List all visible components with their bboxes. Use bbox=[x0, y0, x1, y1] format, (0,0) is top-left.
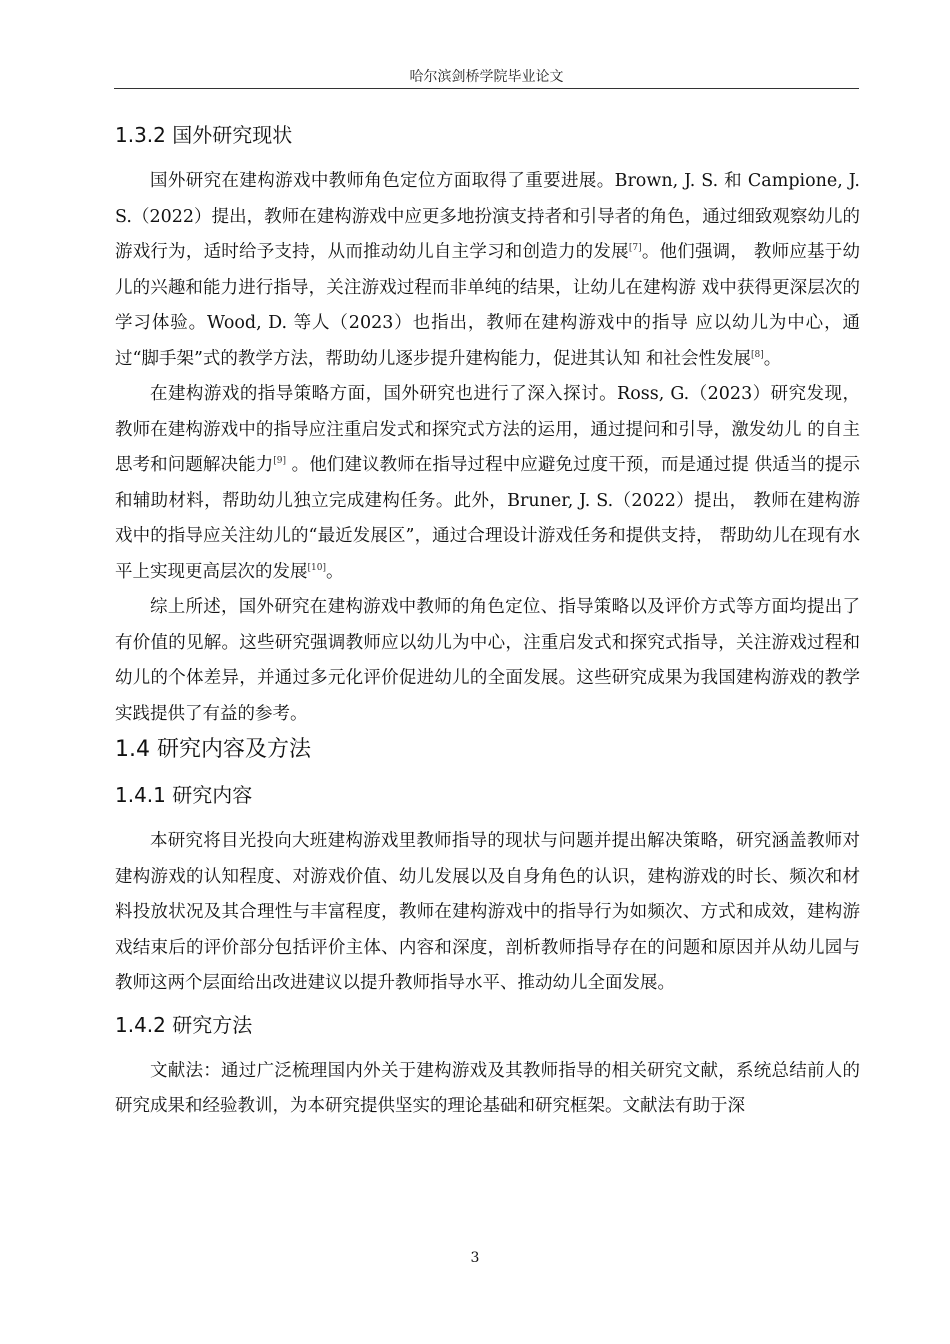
paragraph-text: 。他们建议教师在指导过程中应避免过度干预，而是通过提 供适当的提示和辅助材料，帮助幼儿独立完成建构任务。此外，Bruner, J. S.（2022）提出， 教师在建构游戏中的指导应关注幼儿的“最近发展区”，通过合理设计游戏任务和提供支持， 帮助幼儿在现有水平上实现更高层次的发展 bbox=[115, 455, 861, 582]
citation-ref: [8] bbox=[750, 349, 764, 360]
paragraph-summary: 综上所述，国外研究在建构游戏中教师的角色定位、指导策略以及评价方式等方面均提出了有价值的见解。这些研究强调教师应以幼儿为中心，注重启发式和探究式指导，关注游戏过程和幼儿的个体差异，并通过多元化评价促进幼儿的全面发展。这些研究成果为我国建构游戏的教学实践提供了有益的参考。 bbox=[115, 597, 860, 724]
citation-ref: [9] bbox=[273, 456, 287, 467]
paragraph-text: 。他们强调， 教师应基于幼儿的兴趣和能力进行指导，关注游戏过程而非单纯的结果，让幼儿在建构游 戏中获得更深层次的学习体验。Wood, D. 等人（2023）也指出，教师在建构游戏中的指导 应以幼儿为中心，通过“脚手架”式的教学方法，帮助幼儿逐步提升建构能力，促进其认知 和社会性发展 bbox=[115, 242, 860, 369]
header-divider bbox=[114, 88, 859, 89]
heading-1-4-1: 1.4.1 研究内容 bbox=[115, 783, 253, 807]
citation-ref: [10] bbox=[307, 562, 326, 573]
paragraph-text: 。 bbox=[763, 348, 782, 369]
paragraph-text: 在建构游戏的指导策略方面，国外研究也进行了深入探讨。Ross, G.（2023）研究发现， 教师在建构游戏中的指导应注重启发式和探究式方法的运用，通过提问和引导，激发幼儿 的自主思考和问题解决能力 bbox=[115, 384, 860, 475]
heading-1-4-2: 1.4.2 研究方法 bbox=[115, 1012, 253, 1037]
paragraph-foreign-roles bbox=[115, 164, 860, 377]
heading-1-4: 1.4 研究内容及方法 bbox=[115, 737, 311, 762]
citation-ref: [7] bbox=[628, 243, 642, 254]
paragraph-text: 国外研究在建构游戏中教师角色定位方面取得了重要进展。Brown, J. S. 和 Campione, J. S.（2022）提出，教师在建构游戏中应更多地扮演支持者和引导者的角色，通过细致观察幼儿的游戏行为，适时给予支持，从而推动幼儿自主学习和创造力的发展 bbox=[115, 171, 860, 262]
paragraph-text: 。 bbox=[325, 561, 344, 582]
page-number: 3 bbox=[470, 1250, 480, 1266]
paragraph-research-methods: 文献法：通过广泛梳理国内外关于建构游戏及其教师指导的相关研究文献，系统总结前人的研究成果和经验教训，为本研究提供坚实的理论基础和研究框架。文献法有助于深 bbox=[115, 1060, 860, 1116]
paragraph-guidance-strategies bbox=[115, 377, 860, 590]
paragraph-research-content: 本研究将目光投向大班建构游戏里教师指导的现状与问题并提出解决策略，研究涵盖教师对建构游戏的认知程度、对游戏价值、幼儿发展以及自身角色的认识，建构游戏的时长、频次和材料投放状况及其合理性与丰富程度，教师在建构游戏中的指导行为如频次、方式和成效，建构游戏结束后的评价部分包括评价主体、内容和深度，剖析教师指导存在的问题和原因并从幼儿园与教师这两个层面给出改进建议以提升教师指导水平、推动幼儿全面发展。 bbox=[115, 831, 860, 993]
page-body bbox=[115, 118, 860, 1125]
running-header: 哈尔滨剑桥学院毕业论文 bbox=[409, 69, 564, 85]
heading-1-3-2: 1.3.2 国外研究现状 bbox=[115, 123, 293, 147]
